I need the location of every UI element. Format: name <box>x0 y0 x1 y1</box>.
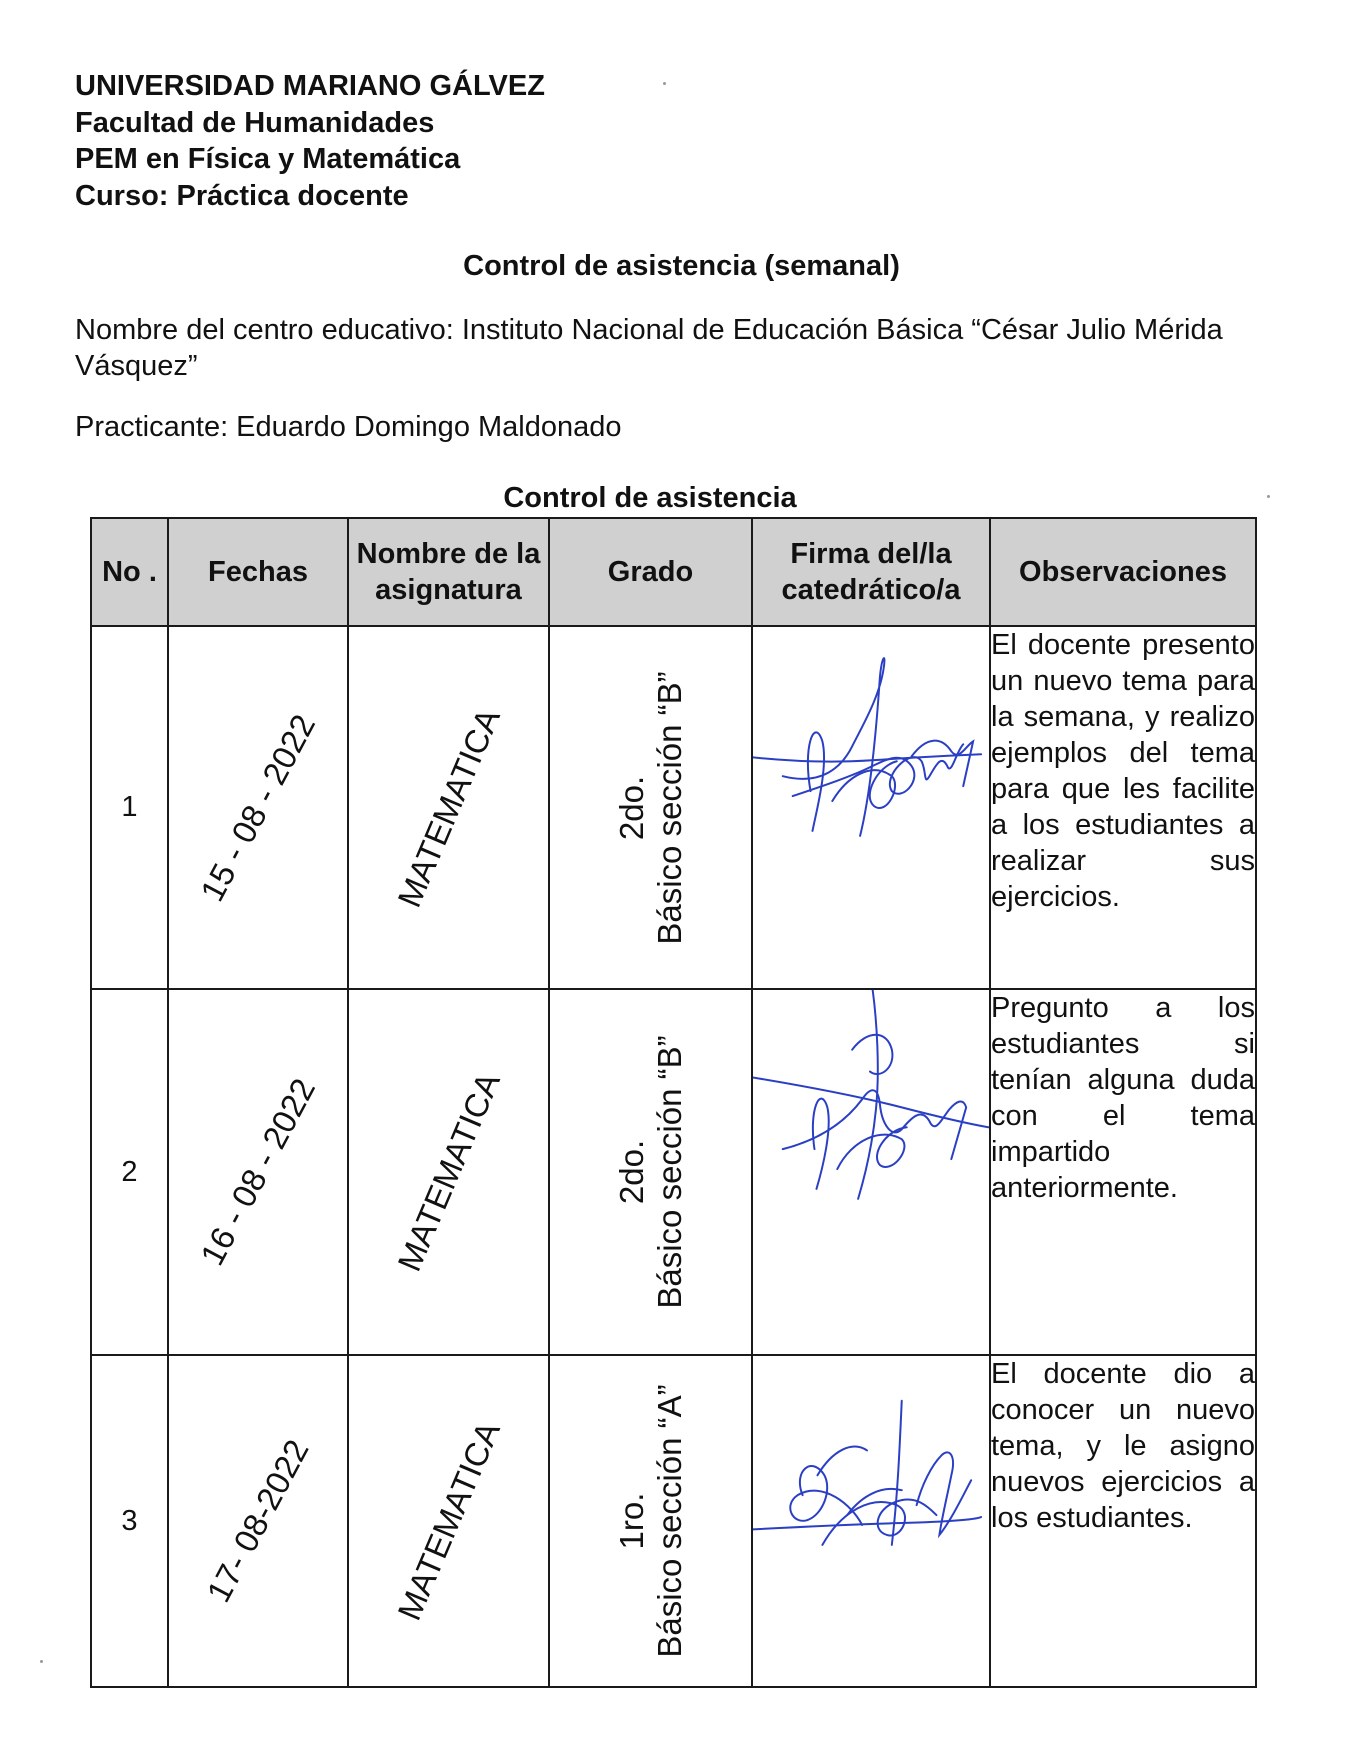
date-text: 16 - 08 - 2022 <box>192 1072 323 1272</box>
university-name: UNIVERSIDAD MARIANO GÁLVEZ <box>75 70 545 102</box>
grade-text <box>613 671 689 944</box>
row-number: 1 <box>91 626 168 989</box>
subject-text: MATEMATICA <box>389 1416 507 1626</box>
scan-speck <box>1267 495 1270 498</box>
course-name: Curso: Práctica docente <box>75 179 409 212</box>
scan-speck <box>663 82 666 85</box>
page-title: Control de asistencia (semanal) <box>463 250 900 282</box>
teacher-signature-image <box>753 1356 989 1686</box>
header-asignatura: Nombre de la asignatura <box>348 518 549 626</box>
table-caption: Control de asistencia <box>503 482 797 514</box>
date-cell <box>168 626 348 989</box>
attendance-table <box>90 517 1257 1688</box>
teacher-signature-image <box>753 627 989 988</box>
teacher-signature-image <box>753 990 989 1354</box>
header-observaciones: Observaciones <box>990 518 1256 626</box>
grade-level: 2do. <box>612 775 650 840</box>
date-text: 17- 08-2022 <box>199 1433 316 1609</box>
grade-cell <box>549 1355 752 1687</box>
observations-cell: El docente presento un nuevo tema para la semana, y realizo ejemplos del tema para que les facilite a los estudiantes a realizar sus ejercicios. <box>990 626 1256 989</box>
date-text: 15 - 08 - 2022 <box>192 707 323 907</box>
header-firma: Firma del/la catedrático/a <box>752 518 990 626</box>
header-no: No . <box>91 518 168 626</box>
grade-level: 1ro. <box>612 1492 650 1550</box>
grade-text <box>613 1384 689 1657</box>
subject-text: MATEMATICA <box>389 702 507 912</box>
grade-cell <box>549 626 752 989</box>
subject-cell <box>348 989 549 1355</box>
observations-cell: El docente dio a conocer un nuevo tema, y le asigno nuevos ejercicios a los estudiantes. <box>990 1355 1256 1687</box>
program-name: PEM en Física y Matemática <box>75 143 461 175</box>
signature-cell <box>752 989 990 1355</box>
grade-cell <box>549 989 752 1355</box>
date-cell <box>168 989 348 1355</box>
subject-text: MATEMATICA <box>389 1067 507 1277</box>
grade-level: 2do. <box>612 1139 650 1205</box>
school-name: Nombre del centro educativo: Instituto Nacional de Educación Básica “César Julio Mérida Vásquez” <box>75 314 1223 382</box>
faculty-name: Facultad de Humanidades <box>75 106 435 139</box>
row-number: 2 <box>91 989 168 1355</box>
document-header <box>75 68 545 214</box>
grade-section: Básico sección “A” <box>650 1384 688 1658</box>
row-number: 3 <box>91 1355 168 1687</box>
table-header-row <box>91 518 1256 626</box>
scan-speck <box>40 1660 43 1663</box>
grade-text <box>613 1035 689 1308</box>
observations-cell: Pregunto a los estudiantes si tenían alguna duda con el tema impartido anteriormente. <box>990 989 1256 1355</box>
table-row <box>91 989 1256 1355</box>
signature-cell <box>752 626 990 989</box>
subject-cell <box>348 626 549 989</box>
date-cell <box>168 1355 348 1687</box>
signature-cell <box>752 1355 990 1687</box>
grade-section: Básico sección “B” <box>650 670 688 945</box>
subject-cell <box>348 1355 549 1687</box>
grade-section: Básico sección “B” <box>650 1035 688 1309</box>
table-row <box>91 626 1256 989</box>
table-row <box>91 1355 1256 1687</box>
header-grado: Grado <box>549 518 752 626</box>
header-fechas: Fechas <box>168 518 348 626</box>
practitioner-name: Practicante: Eduardo Domingo Maldonado <box>75 411 622 443</box>
